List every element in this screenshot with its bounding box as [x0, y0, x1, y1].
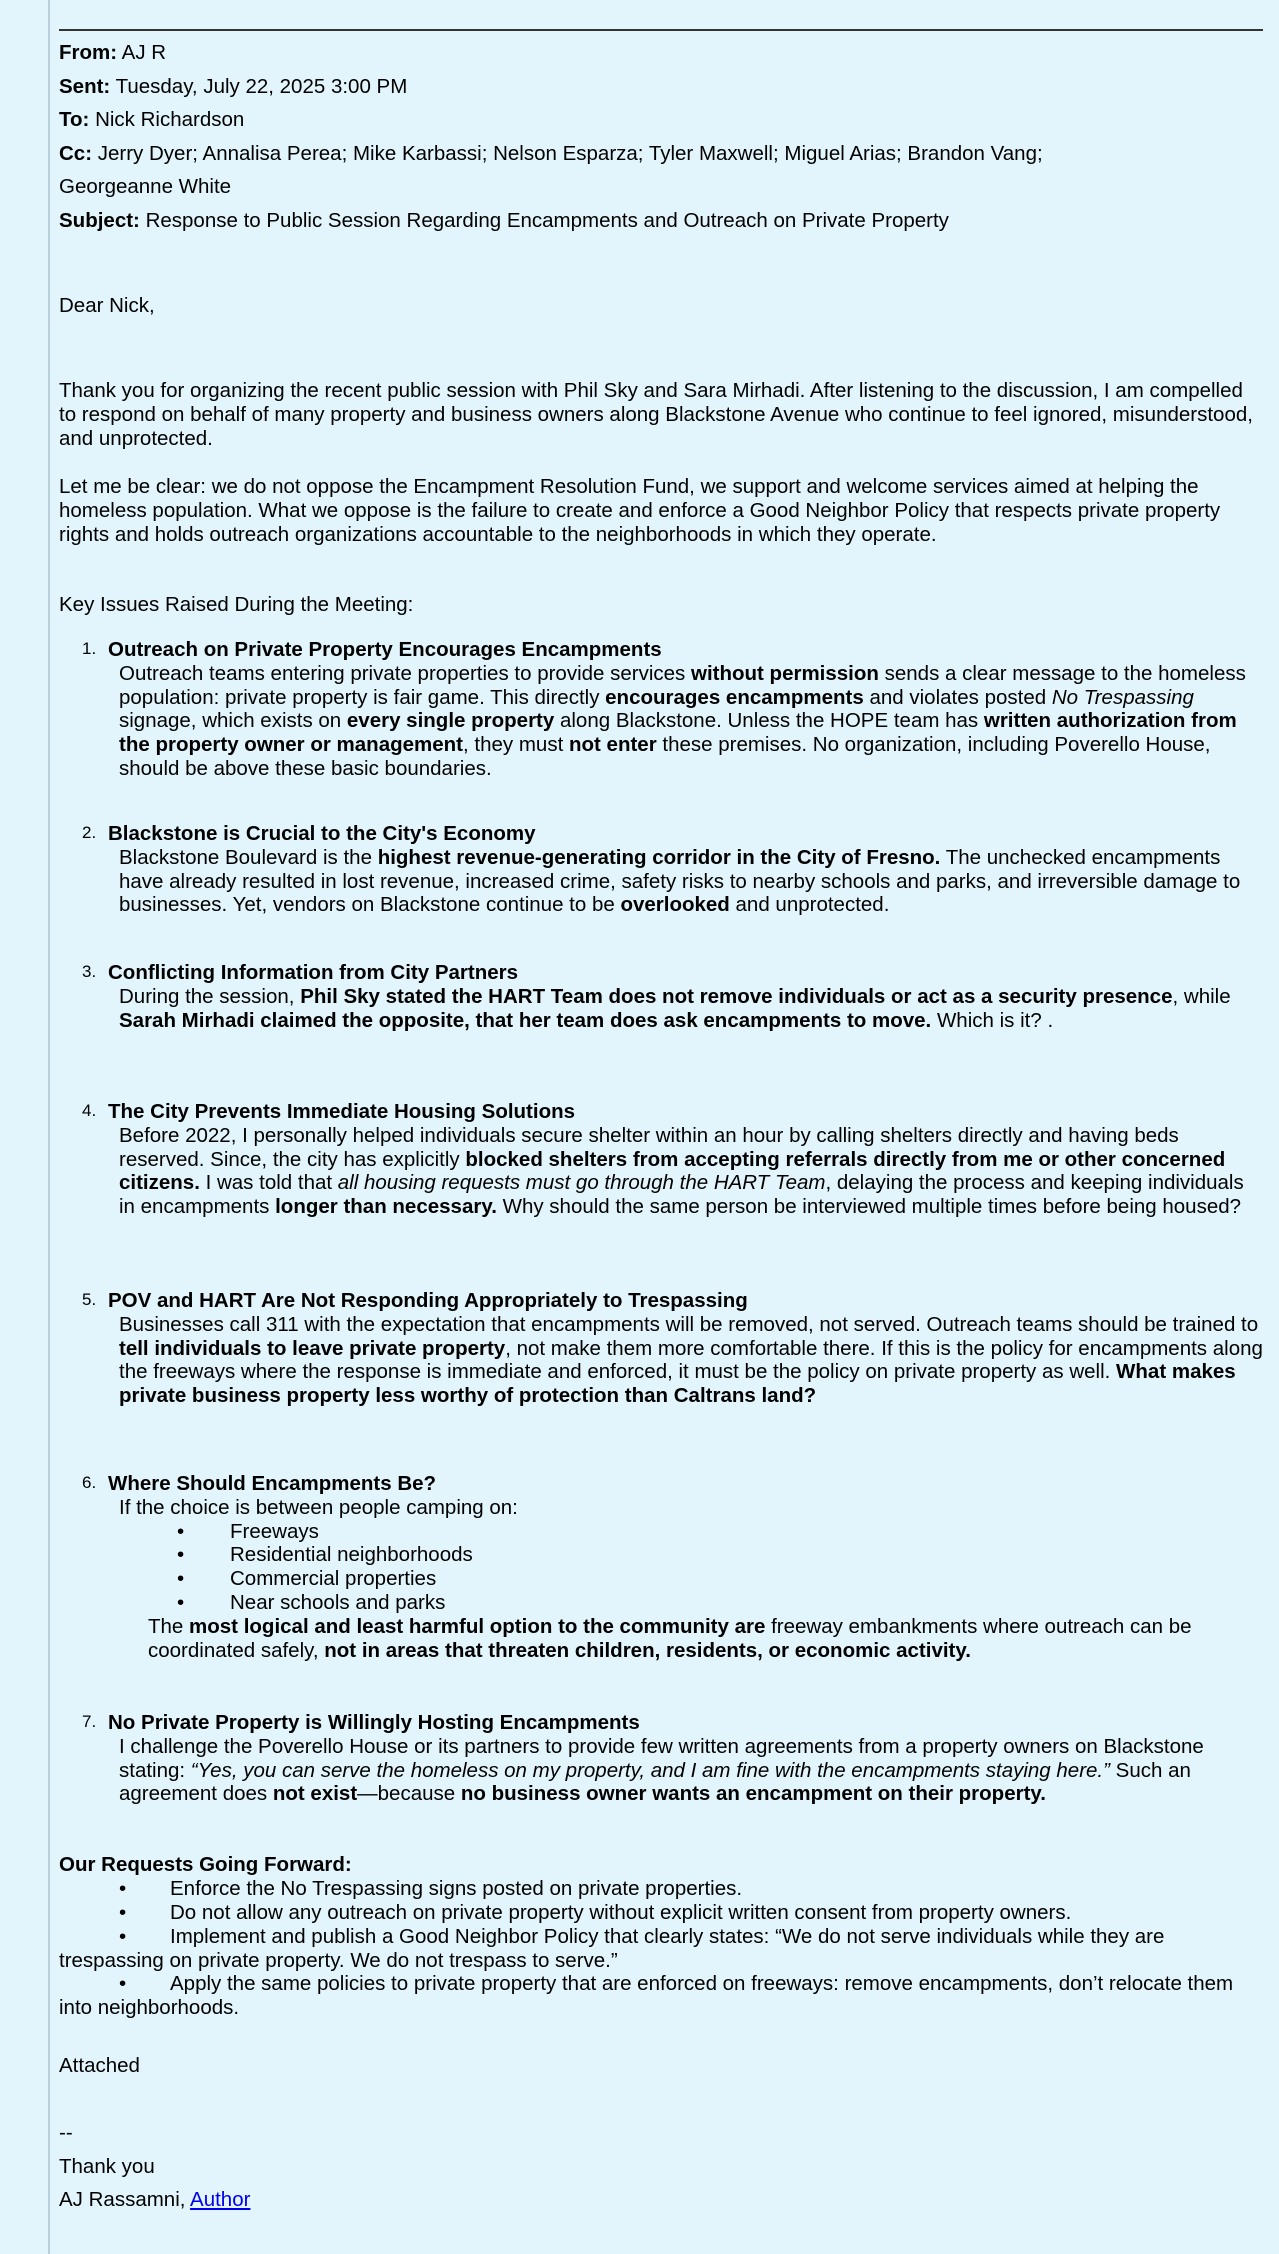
- issue-number: 1.: [82, 639, 97, 658]
- bold-text: not in areas that threaten children, residents, or economic activity.: [324, 1638, 971, 1662]
- bullet-icon: •: [119, 1901, 127, 1924]
- bold-text: without permission: [691, 661, 879, 685]
- issue-title: No Private Property is Willingly Hosting Encampments: [108, 1711, 640, 1734]
- closing: Thank you: [59, 2155, 155, 2178]
- text-run: , not make them more comfortable there. If this is the policy for encampments along the freeways where the response is immediate and enforced, it must be the policy on private property as well.: [119, 1336, 1263, 1384]
- bold-text: tell individuals to leave private property: [119, 1336, 506, 1360]
- to-row: [59, 103, 1265, 137]
- issue-body: [119, 1313, 1265, 1408]
- issue-body: [119, 1496, 1265, 1520]
- author-link[interactable]: Author: [190, 2188, 251, 2211]
- text-run: along Blackstone. Unless the HOPE team has: [554, 709, 984, 733]
- issue-body: [119, 985, 1265, 1033]
- request-item: Apply the same policies to private property that are enforced on freeways: remove encampments, don’t relocate them into neighborhoods.: [59, 1972, 1234, 2019]
- issue-title: Conflicting Information from City Partners: [108, 961, 519, 984]
- sent-row: [59, 70, 1265, 104]
- bold-text: most logical and least harmful option to the community are: [189, 1614, 766, 1638]
- from-row: [59, 36, 1265, 70]
- issue-title: Blackstone is Crucial to the City's Economy: [108, 822, 536, 845]
- text-run: signage, which exists on: [119, 709, 347, 733]
- text-run: these premises. No organization, including Poverello House, should be above these basic boundaries.: [119, 733, 1211, 780]
- bold-text: longer than necessary.: [275, 1195, 497, 1219]
- bullet-icon: •: [177, 1519, 185, 1543]
- issue-title: Where Should Encampments Be?: [108, 1472, 437, 1495]
- bold-text: not exist: [272, 1782, 358, 1806]
- bold-text: highest revenue-generating corridor in the City of Fresno.: [377, 845, 941, 869]
- signature: [59, 2188, 1265, 2212]
- bold-text: Sarah Mirhadi claimed the opposite, that her team does ask encampments to move.: [119, 1008, 932, 1032]
- bold-text: not enter: [568, 733, 657, 757]
- text-run: Blackstone Boulevard is the: [119, 845, 378, 869]
- request-item: Implement and publish a Good Neighbor Policy that clearly states: “We do not serve individuals while they are trespassing on private property. We do not trespass to serve.”: [59, 1925, 1165, 1972]
- issue-body: [119, 1735, 1265, 1806]
- italic-text: “Yes, you can serve the homeless on my property, and I am fine with the encampments staying here.”: [190, 1758, 1110, 1782]
- key-issues-heading: Key Issues Raised During the Meeting:: [59, 593, 414, 616]
- sent-value: Tuesday, July 22, 2025 3:00 PM: [115, 74, 408, 98]
- from-label: From:: [59, 41, 118, 64]
- request-item: Do not allow any outreach on private property without explicit written consent from property owners.: [170, 1901, 1072, 1924]
- bold-text: overlooked: [620, 893, 730, 917]
- issue-number: 6.: [82, 1473, 97, 1492]
- bullet-icon: •: [177, 1567, 185, 1591]
- text-run: Such an agreement does: [119, 1758, 1191, 1806]
- cc-value: Jerry Dyer; Annalisa Perea; Mike Karbassi; Nelson Esparza; Tyler Maxwell; Miguel Arias; Brandon Vang; Georgeanne White: [59, 141, 1043, 199]
- email-header: [59, 36, 1265, 238]
- bold-text: Phil Sky stated the HART Team does not remove individuals or act as a security presence: [300, 984, 1173, 1008]
- issue-number: 4.: [82, 1101, 97, 1120]
- cc-row: [59, 137, 1265, 204]
- text-run: Which is it? .: [931, 1008, 1054, 1032]
- issue-title: POV and HART Are Not Responding Appropriately to Trespassing: [108, 1289, 748, 1312]
- to-value: Nick Richardson: [95, 108, 245, 132]
- sub-bullet-item: Near schools and parks: [230, 1591, 446, 1614]
- sub-bullet-item: Commercial properties: [230, 1567, 437, 1591]
- sent-label: Sent:: [59, 74, 111, 98]
- text-run: If the choice is between people camping on:: [119, 1495, 518, 1519]
- bullet-icon: •: [177, 1591, 185, 1614]
- issue-body: [119, 662, 1265, 781]
- sub-bullet-item: Residential neighborhoods: [230, 1543, 473, 1567]
- paragraph-2: [59, 475, 1265, 546]
- text-run: , they must: [463, 733, 569, 757]
- signature-name: AJ Rassamni,: [59, 2188, 191, 2211]
- bold-text: What makes private business property less worthy of protection than Caltrans land?: [119, 1360, 1236, 1408]
- text-run: I challenge the Poverello House or its partners to provide few written agreements from a property owners on Blackstone stating:: [119, 1734, 1204, 1782]
- text-run: Thank you for organizing the recent public session with Phil Sky and Sara Mirhadi. After listening to the discussion, I am compelled to respond on behalf of many property and business owners along Blackstone Avenue who continue to feel ignored, misunderstood, and unprotected.: [59, 379, 1253, 450]
- text-run: The: [148, 1614, 190, 1638]
- text-run: Why should the same person be interviewed multiple times before being housed?: [496, 1195, 1242, 1219]
- issue-body: [119, 846, 1265, 917]
- issue-title: The City Prevents Immediate Housing Solutions: [108, 1100, 576, 1123]
- italic-text: No Trespassing: [1051, 685, 1194, 709]
- request-item: Enforce the No Trespassing signs posted on private properties.: [170, 1877, 743, 1900]
- attached-label: Attached: [59, 2054, 140, 2077]
- bold-text: written authorization from the property owner or management: [119, 709, 1237, 757]
- text-run: and violates posted: [863, 685, 1052, 709]
- requests-heading: Our Requests Going Forward:: [59, 1853, 352, 1876]
- signature-separator: --: [59, 2121, 73, 2144]
- text-run: , delaying the process and keeping individuals in encampments: [119, 1171, 1244, 1219]
- bullet-icon: •: [119, 1925, 127, 1948]
- issue-number: 3.: [82, 962, 97, 981]
- text-run: , while: [1172, 984, 1231, 1008]
- issue-number: 5.: [82, 1290, 97, 1309]
- bullet-icon: •: [177, 1543, 185, 1567]
- paragraph-1: [59, 379, 1265, 450]
- text-run: —because: [357, 1782, 461, 1806]
- text-run: Outreach teams entering private properties to provide services: [119, 661, 691, 685]
- greeting: Dear Nick,: [59, 294, 155, 317]
- text-run: Businesses call 311 with the expectation that encampments will be removed, not served. Outreach teams should be trained to: [119, 1312, 1259, 1336]
- subject-label: Subject:: [59, 208, 140, 232]
- sub-bullet-item: Freeways: [230, 1519, 319, 1543]
- subject-row: [59, 204, 1265, 238]
- italic-text: all housing requests must go through the HART Team: [337, 1171, 826, 1195]
- bullet-icon: •: [119, 1877, 127, 1900]
- text-run: freeway embankments where outreach can be coordinated safely,: [148, 1614, 1192, 1662]
- bold-text: no business owner wants an encampment on their property.: [460, 1782, 1046, 1806]
- from-value: AJ R: [121, 41, 167, 64]
- left-border: [48, 0, 50, 2254]
- issue-body: [119, 1124, 1265, 1219]
- header-divider: [59, 29, 1263, 31]
- bold-text: every single property: [346, 709, 555, 733]
- text-run: sends a clear message to the homeless population: private property is fair game. This directly: [119, 661, 1246, 709]
- issue-conclusion: [148, 1615, 1265, 1663]
- bold-text: blocked shelters from accepting referrals directly from me or other concerned citizens.: [119, 1147, 1226, 1195]
- bullet-icon: •: [119, 1972, 127, 1995]
- issue-number: 7.: [82, 1712, 97, 1731]
- subject-value: Response to Public Session Regarding Encampments and Outreach on Private Property: [145, 208, 949, 232]
- cc-label: Cc:: [59, 141, 93, 165]
- text-run: During the session,: [119, 984, 301, 1008]
- text-run: Let me be clear: we do not oppose the Encampment Resolution Fund, we support and welcome services aimed at helping the homeless population. What we oppose is the failure to create and enforce a Good Neighbor Policy that respects private property rights and holds outreach organizations accountable to the neighborhoods in which they operate.: [59, 475, 1221, 546]
- to-label: To:: [59, 108, 90, 132]
- issue-title: Outreach on Private Property Encourages Encampments: [108, 638, 662, 661]
- text-run: The unchecked encampments have already resulted in lost revenue, increased crime, safety risks to nearby schools and parks, and irreversible damage to businesses. Yet, vendors on Blackstone continue to be: [119, 845, 1241, 917]
- bold-text: encourages encampments: [605, 685, 864, 709]
- text-run: and unprotected.: [729, 893, 890, 917]
- issue-number: 2.: [82, 823, 97, 842]
- text-run: Before 2022, I personally helped individuals secure shelter within an hour by calling shelters directly and having beds reserved. Since, the city has explicitly: [119, 1123, 1179, 1171]
- text-run: I was told that: [199, 1171, 338, 1195]
